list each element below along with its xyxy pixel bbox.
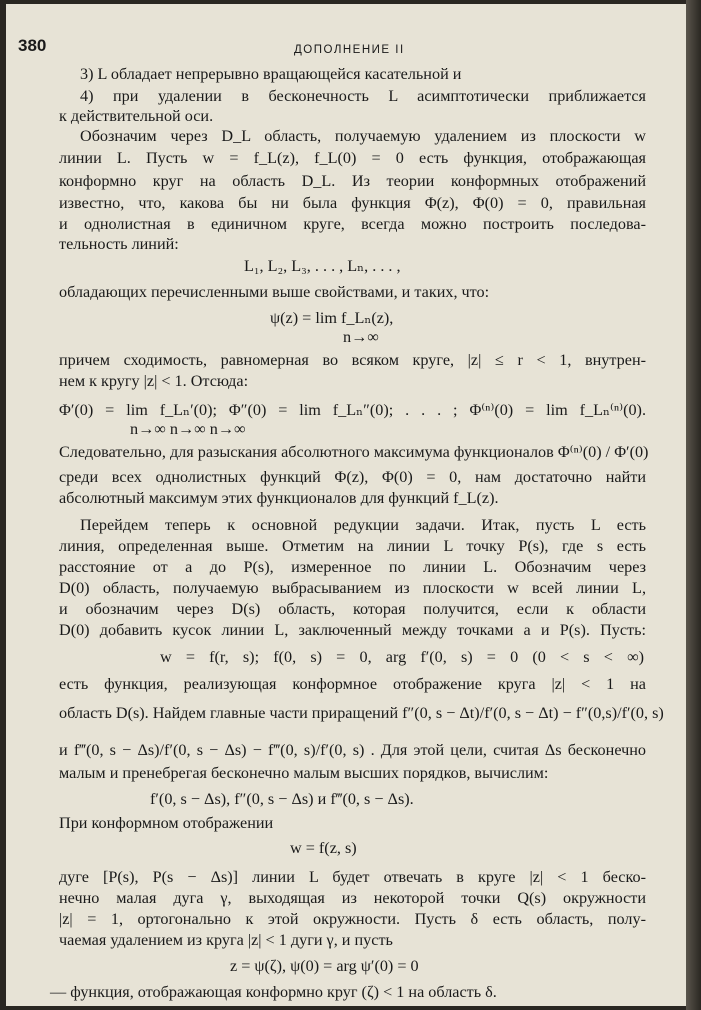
text-line: нем к кругу |z| < 1. Отсюда: bbox=[59, 372, 249, 390]
text-line: L₁, L₂, L₃, . . . , Lₙ, . . . , bbox=[244, 257, 401, 275]
text-line: область D(s). Найдем главные части приращений f″(0, s − Δt)/f′(0, s − Δt) − f″(0,s)/f′(0, s) bbox=[59, 704, 664, 722]
text-line: Φ′(0) = lim f_Lₙ′(0); Φ″(0) = lim f_Lₙ″(0); . . . ; Φ⁽ⁿ⁾(0) = lim f_Lₙ⁽ⁿ⁾(0). bbox=[59, 401, 646, 419]
text-line: Перейдем теперь к основной редукции задачи. Итак, пусть L есть bbox=[80, 516, 646, 534]
text-line: n→∞ n→∞ n→∞ bbox=[130, 420, 246, 438]
text-line: дуге [P(s), P(s − Δs)] линии L будет отвечать в круге |z| < 1 беско- bbox=[59, 868, 646, 886]
text-line: чаемая удалением из круга |z| < 1 дуги γ, и пусть bbox=[59, 931, 393, 949]
text-line: к действительной оси. bbox=[59, 107, 214, 125]
text-line: и f‴(0, s − Δs)/f′(0, s − Δs) − f‴(0, s)/f′(0, s) . Для этой цели, считая Δs бесконечно bbox=[59, 741, 646, 759]
text-line: D(0) область, получаемую выбрасыванием из плоскости w всей линии L, bbox=[59, 579, 646, 597]
text-line: 3) L обладает непрерывно вращающейся касательной и bbox=[80, 65, 462, 83]
text-line: w = f(z, s) bbox=[290, 839, 357, 857]
text-line: малым и пренебрегая бесконечно малым высших порядков, вычислим: bbox=[59, 764, 549, 782]
text-line: w = f(r, s); f(0, s) = 0, arg f′(0, s) = 0 (0 < s < ∞) bbox=[160, 648, 644, 666]
text-line: и обозначим через D(s) область, которая получится, если к области bbox=[59, 600, 646, 618]
book-page bbox=[6, 4, 686, 1006]
text-line: абсолютный максимум этих функционалов для функций f_L(z). bbox=[59, 489, 499, 507]
text-line: причем сходимость, равномерная во всяком круге, |z| ≤ r < 1, внутрен- bbox=[59, 351, 646, 369]
text-line: Обозначим через D_L область, получаемую удалением из плоскости w bbox=[80, 127, 646, 145]
text-line: z = ψ(ζ), ψ(0) = arg ψ′(0) = 0 bbox=[230, 957, 419, 975]
text-line: 4) при удалении в бесконечность L асимптотически приближается bbox=[80, 87, 646, 105]
text-line: линии L. Пусть w = f_L(z), f_L(0) = 0 есть функция, отображающая bbox=[59, 149, 646, 167]
text-line: обладающих перечисленными выше свойствами, и таких, что: bbox=[59, 283, 490, 301]
text-line: среди всех однолистных функций Φ(z), Φ(0) = 0, нам достаточно найти bbox=[59, 468, 646, 486]
page-edge-shadow bbox=[686, 0, 701, 1010]
text-line: ψ(z) = lim f_Lₙ(z), bbox=[270, 309, 394, 327]
text-line: |z| = 1, ортогонально к этой окружности. Пусть δ есть область, полу- bbox=[59, 910, 646, 928]
page-number: 380 bbox=[18, 36, 47, 55]
text-line: n→∞ bbox=[343, 328, 379, 346]
text-line: тельность линий: bbox=[59, 235, 179, 253]
text-line: При конформном отображении bbox=[59, 814, 274, 832]
running-title: ДОПОЛНЕНИЕ II bbox=[294, 44, 405, 56]
text-line: нечно малая дуга γ, выходящая из некоторой точки Q(s) окружности bbox=[59, 889, 646, 907]
text-line: f′(0, s − Δs), f″(0, s − Δs) и f‴(0, s − Δs). bbox=[150, 790, 414, 808]
text-line: Следовательно, для разыскания абсолютного максимума функционалов Φ⁽ⁿ⁾(0) / Φ′(0) bbox=[59, 443, 649, 461]
text-line: линия, определенная выше. Отметим на линии L точку P(s), где s есть bbox=[59, 537, 646, 555]
text-line: — функция, отображающая конформно круг (ζ) < 1 на область δ. bbox=[50, 983, 497, 1001]
text-line: и однолистная в единичном круге, всегда можно построить последова- bbox=[59, 215, 646, 233]
text-line: конформно круг на область D_L. Из теории конформных отображений bbox=[59, 172, 646, 190]
text-line: расстояние от a до P(s), измеренное по линии L. Обозначим через bbox=[59, 558, 646, 576]
text-line: D(0) добавить кусок линии L, заключенный между точками a и P(s). Пусть: bbox=[59, 621, 646, 639]
text-line: известно, что, какова бы ни была функция Φ(z), Φ(0) = 0, правильная bbox=[59, 194, 646, 212]
text-line: есть функция, реализующая конформное отображение круга |z| < 1 на bbox=[59, 675, 646, 693]
